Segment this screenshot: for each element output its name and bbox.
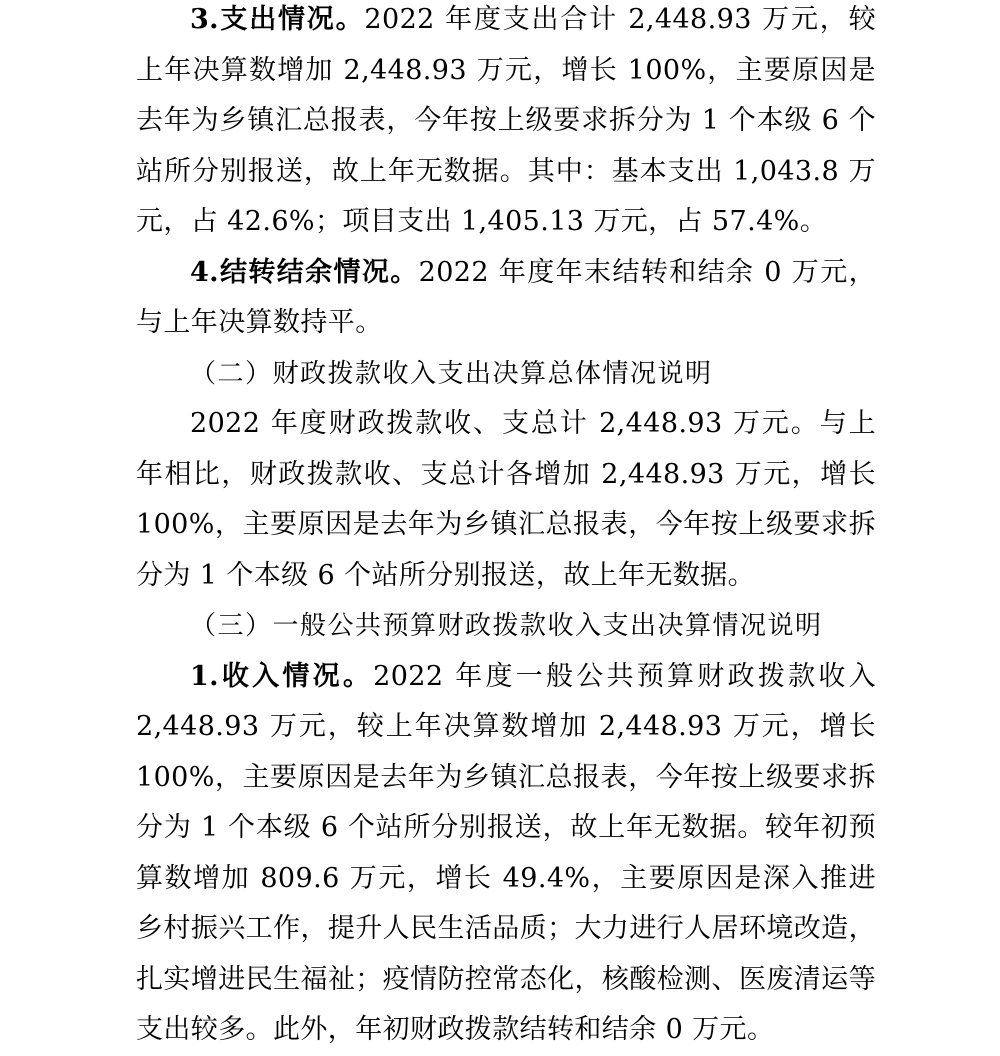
carryover-text: 2022 年度年末结转和结余 0 万元，与上年决算数持平。: [136, 256, 877, 338]
spending-label: 3.支出情况。: [190, 4, 365, 35]
income-label: 1.收入情况。: [190, 660, 374, 692]
general-budget-heading: （三）一般公共预算财政拨款收入支出决算情况说明: [190, 611, 823, 641]
fiscal-overall-paragraph: 2022 年度财政拨款收、支总计 2,448.93 万元。与上年相比，财政拨款收、支总计各增加 2,448.93 万元，增长 100%，主要原因是去年为乡镇汇总报表，今年按上级要求拆分为 1 个本级 6 个站所分别报送，故上年无数据。: [136, 408, 876, 591]
carryover-label: 4.结转结余情况。: [190, 256, 419, 288]
income-paragraph: [136, 652, 876, 1056]
document-page: [136, 0, 876, 1056]
income-text: 2022 年度一般公共预算财政拨款收入 2,448.93 万元，较上年决算数增加 2,448.93 万元，增长 100%，主要原因是去年为乡镇汇总报表，今年按上级要求拆分为 1 个本级 6 个站所分别报送，故上年无数据。较年初预算数增加 809.6 万元，增长 49.4%，主要原因是深入推进乡村振兴工作，提升人民生活品质；大力进行人居环境改造，扎实增进民生福祉；疫情防控常态化，核酸检测、医废清运等支出较多。此外，年初财政拨款结转和结余 0 万元。: [136, 660, 876, 1045]
spending-paragraph: [136, 0, 876, 248]
carryover-paragraph: [136, 248, 876, 349]
spending-text: 2022 年度支出合计 2,448.93 万元，较上年决算数增加 2,448.93 万元，增长 100%，主要原因是去年为乡镇汇总报表，今年按上级要求拆分为 1 个本级 6 个站所分别报送，故上年无数据。其中：基本支出 1,043.8 万元，占 42.6%；项目支出 1,405.13 万元，占 57.4%。: [136, 4, 876, 237]
fiscal-overall-heading: （二）财政拨款收入支出决算总体情况说明: [190, 358, 713, 389]
